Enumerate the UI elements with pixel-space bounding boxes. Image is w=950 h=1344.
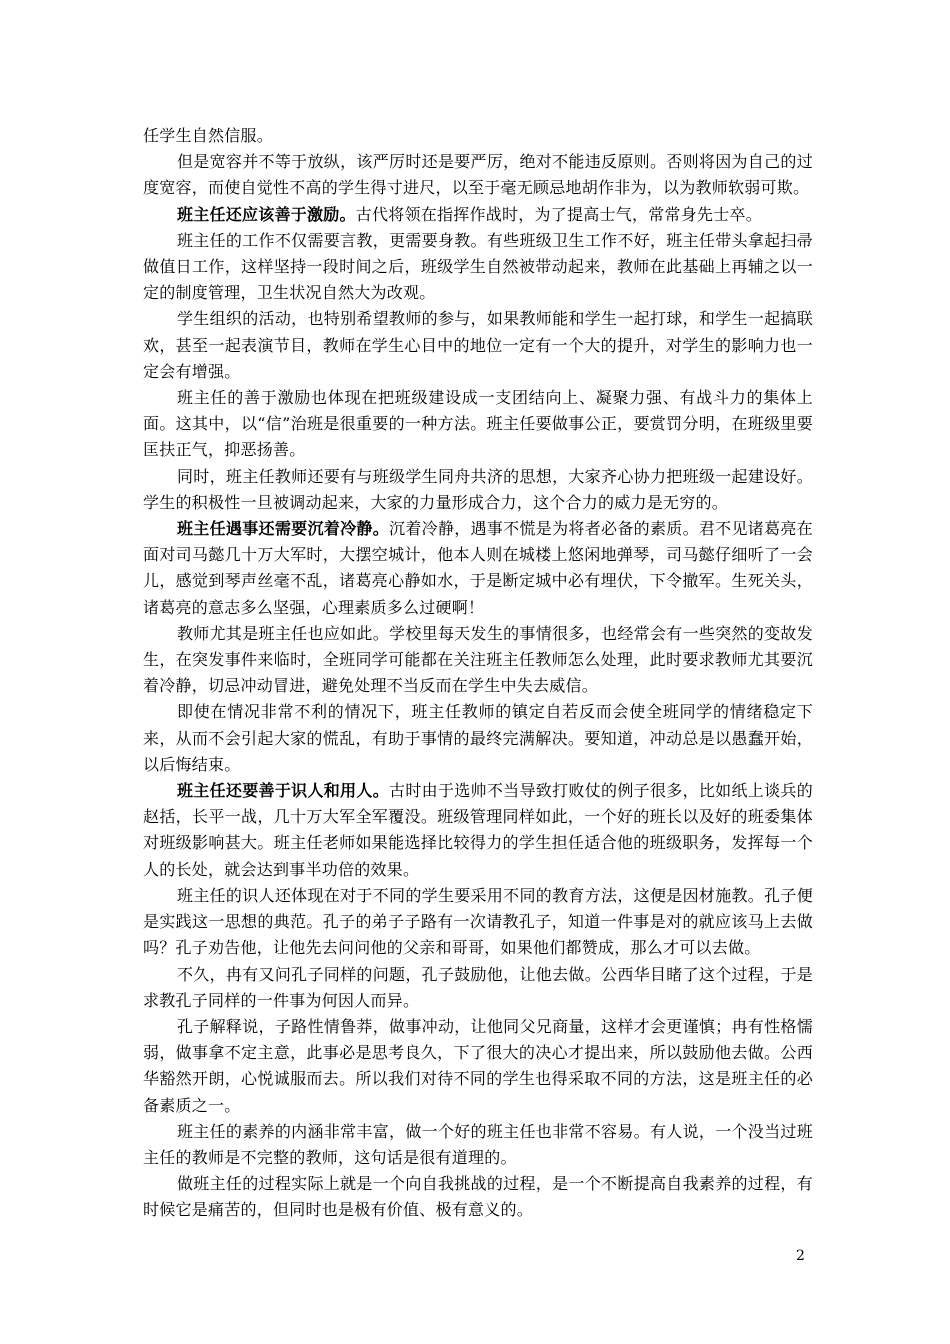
paragraph-lead-heading: 班主任遇事还需要沉着冷静。 (177, 519, 390, 539)
paragraph (143, 778, 813, 883)
paragraph-text: 班主任的素养的内涵非常丰富，做一个好的班主任也非常不容易。有人说，一个没当过班主任的教师是不完整的教师，这句话是很有道理的。 (143, 1121, 813, 1167)
paragraph-lead-heading: 班主任还要善于识人和用人。 (177, 781, 390, 801)
paragraph (143, 621, 813, 700)
paragraph-text: 但是宽容并不等于放纵，该严厉时还是要严厉，绝对不能违反原则。否则将因为自己的过度宽容，而使自觉性不高的学生得寸进尺，以至于毫无顾忌地胡作非为，以为教师软弱可欺。 (143, 152, 813, 198)
paragraph-text: 孔子解释说，子路性情鲁莽，做事冲动，让他同父兄商量，这样才会更谨慎；冉有性格懦弱，做事拿不定主意，此事必是思考良久，下了很大的决心才提出来，所以鼓励他去做。公西华豁然开朗，心悦诚服而去。所以我们对待不同的学生也得采取不同的方法，这是班主任的必备素质之一。 (143, 1016, 813, 1115)
paragraph (143, 149, 813, 201)
paragraph (143, 883, 813, 962)
paragraph (143, 516, 813, 621)
paragraph (143, 1014, 813, 1119)
paragraph-text: 班主任的识人还体现在对于不同的学生要采用不同的教育方法，这便是因材施教。孔子便是实践这一思想的典范。孔子的弟子子路有一次请教孔子，知道一件事是对的就应该马上去做吗？孔子劝告他，让他先去问问他的父亲和哥哥，如果他们都赞成，那么才可以去做。 (143, 885, 813, 958)
paragraph-text: 同时，班主任教师还要有与班级学生同舟共济的思想，大家齐心协力把班级一起建设好。学生的积极性一旦被调动起来，大家的力量形成合力，这个合力的威力是无穷的。 (143, 466, 813, 512)
paragraph (143, 123, 813, 149)
paragraph-text: 任学生自然信服。 (143, 126, 274, 145)
page-number: 2 (796, 1248, 805, 1264)
paragraph (143, 962, 813, 1014)
paragraph-text: 做班主任的过程实际上就是一个向自我挑战的过程，是一个不断提高自我素养的过程，有时候它是痛苦的，但同时也是极有价值、极有意义的。 (143, 1174, 813, 1220)
paragraph-text: 学生组织的活动，也特别希望教师的参与，如果教师能和学生一起打球，和学生一起搞联欢，甚至一起表演节目，教师在学生心目中的地位一定有一个大的提升，对学生的影响力也一定会有增强。 (143, 309, 813, 381)
paragraph-text: 古时由于选帅不当导致打败仗的例子很多，比如纸上谈兵的赵括，长平一战，几十万大军全军覆没。班级管理同样如此，一个好的班长以及好的班委集体对班级影响甚大。班主任老师如果能选择比较得力的学生担任适合他的班级职务，发挥每一个人的长处，就会达到事半功倍的效果。 (143, 781, 813, 879)
paragraph (143, 699, 813, 778)
paragraph-lead-heading: 班主任还应该善于激励。 (177, 204, 356, 224)
paragraph-text: 即使在情况非常不利的情况下，班主任教师的镇定自若反而会使全班同学的情绪稳定下来，从而不会引起大家的慌乱，有助于事情的最终完满解决。要知道，冲动总是以愚蠢开始，以后悔结束。 (143, 702, 813, 774)
paragraph (143, 1171, 813, 1223)
paragraph (143, 1119, 813, 1171)
paragraph (143, 464, 813, 516)
paragraph-text: 古代将领在指挥作战时，为了提高士气，常常身先士卒。 (355, 204, 763, 224)
paragraph (143, 306, 813, 385)
paragraph-text: 班主任的善于激励也体现在把班级建设成一支团结向上、凝聚力强、有战斗力的集体上面。这其中，以“信”治班是很重要的一种方法。班主任要做事公正，要赏罚分明，在班级里要匡扶正气，抑恶扬善。 (143, 388, 813, 460)
paragraph-text: 教师尤其是班主任也应如此。学校里每天发生的事情很多，也经常会有一些突然的变故发生，在突发事件来临时，全班同学可能都在关注班主任教师怎么处理，此时要求教师尤其要沉着冷静，切忌冲动冒进，避免处理不当反而在学生中失去威信。 (143, 623, 813, 696)
paragraph-text: 沉着冷静，遇事不慌是为将者必备的素质。君不见诸葛亮在面对司马懿几十万大军时，大摆空城计，他本人则在城楼上悠闲地弹琴，司马懿仔细听了一会儿，感觉到琴声丝毫不乱，诸葛亮心静如水，于是断定城中必有埋伏，下令撤军。生死关头，诸葛亮的意志多么坚强，心理素质多么过硬啊！ (143, 519, 813, 617)
paragraph-text: 不久，冉有又问孔子同样的问题，孔子鼓励他，让他去做。公西华目睹了这个过程，于是求教孔子同样的一件事为何因人而异。 (143, 964, 813, 1010)
paragraph (143, 202, 813, 228)
paragraph (143, 228, 813, 307)
paragraph-text: 班主任的工作不仅需要言教，更需要身教。有些班级卫生工作不好，班主任带头拿起扫帚做值日工作，这样坚持一段时间之后，班级学生自然被带动起来，教师在此基础上再辅之以一定的制度管理，卫生状况自然大为改观。 (143, 230, 813, 303)
body-text (143, 123, 813, 1224)
paragraph (143, 385, 813, 464)
